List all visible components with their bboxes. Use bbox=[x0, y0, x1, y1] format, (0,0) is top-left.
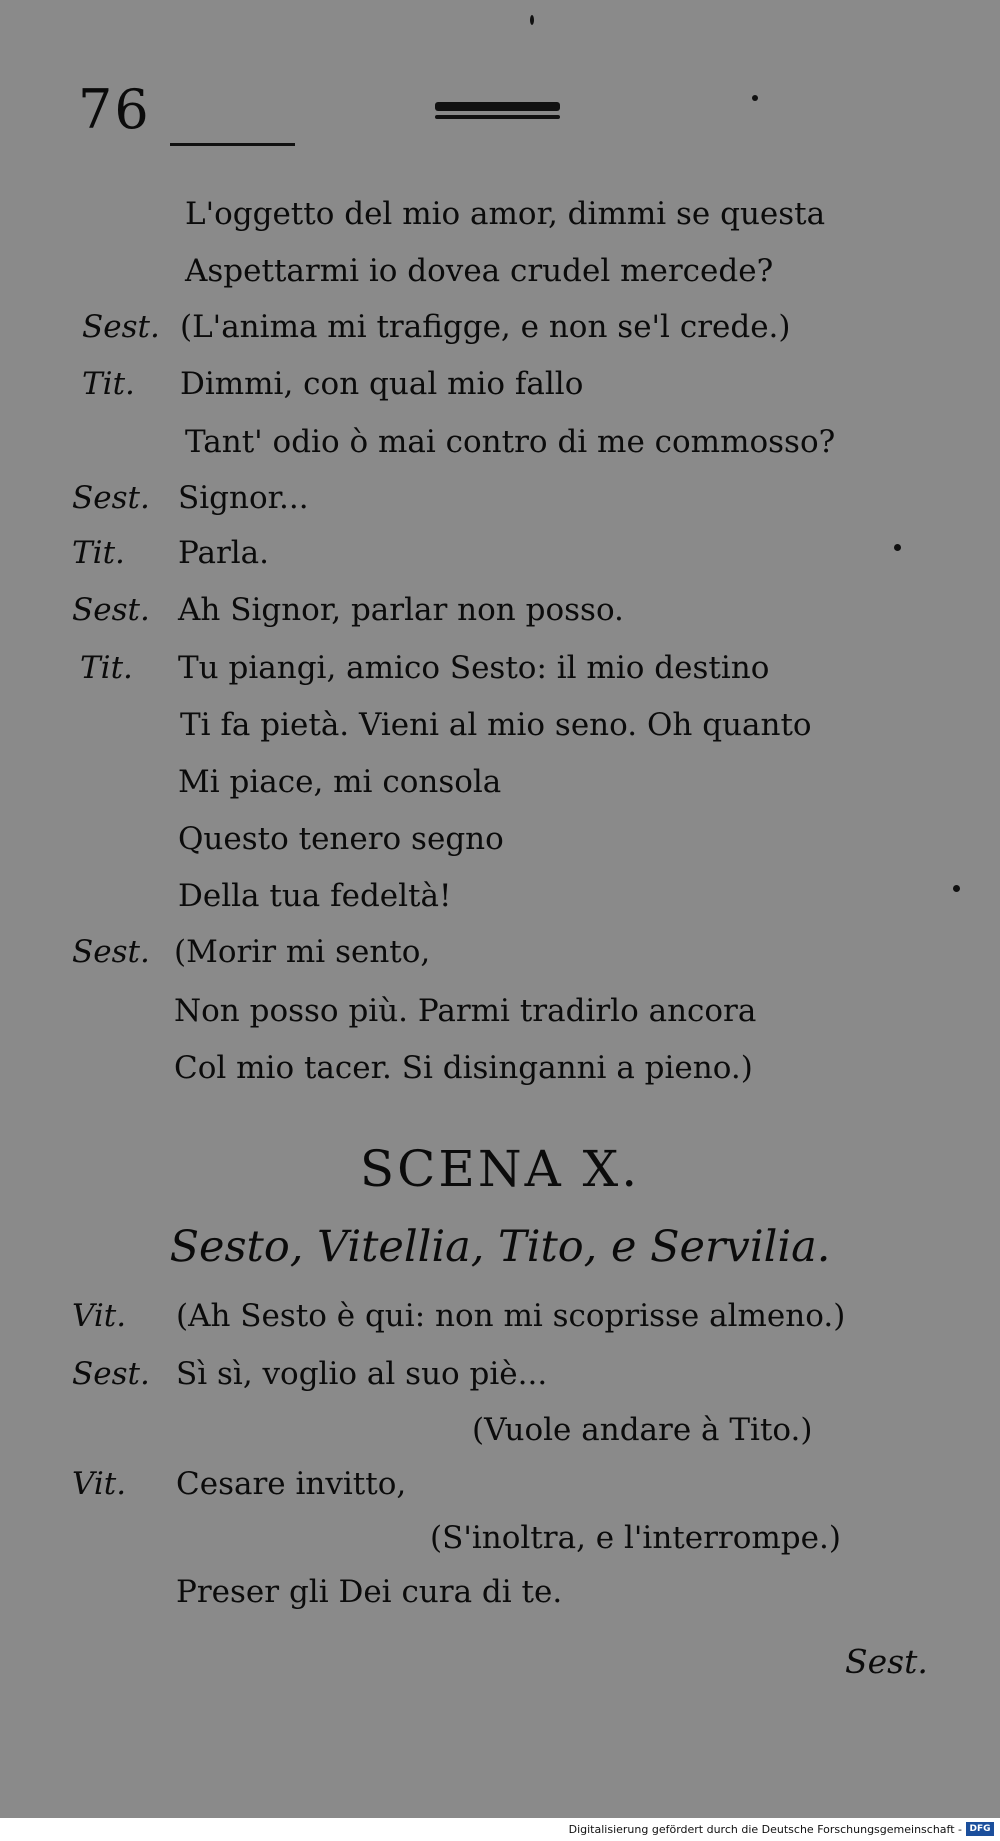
footer-credit: Digitalisierung gefördert durch die Deutsche Forschungsgemeinschaft - bbox=[568, 1823, 962, 1836]
verse-line: (L'anima mi trafigge, e non se'l crede.) bbox=[180, 309, 791, 345]
speaker-label: Tit. bbox=[80, 650, 133, 686]
speaker-label: Tit. bbox=[72, 535, 125, 571]
speaker-label: Sest. bbox=[72, 592, 150, 628]
speaker-label: Vit. bbox=[72, 1298, 127, 1334]
verse-line: L'oggetto del mio amor, dimmi se questa bbox=[185, 196, 826, 232]
scene-characters: Sesto, Vitellia, Tito, e Servilia. bbox=[169, 1222, 831, 1272]
scene-title: SCENA X. bbox=[359, 1140, 641, 1198]
verse-line: Ti fa pietà. Vieni al mio seno. Oh quanto bbox=[180, 707, 812, 743]
speaker-label: Sest. bbox=[72, 480, 150, 516]
verse-line: Col mio tacer. Si disinganni a pieno.) bbox=[174, 1050, 753, 1086]
verse-line: Tu piangi, amico Sesto: il mio destino bbox=[178, 650, 770, 686]
verse-line: Preser gli Dei cura di te. bbox=[176, 1574, 563, 1610]
stage-direction: (S'inoltra, e l'interrompe.) bbox=[430, 1520, 841, 1556]
verse-line: Non posso più. Parmi tradirlo ancora bbox=[174, 993, 757, 1029]
header-rule-thin bbox=[435, 115, 560, 119]
dfg-logo: DFG bbox=[966, 1822, 994, 1836]
ink-speck bbox=[530, 15, 534, 25]
verse-line: Sì sì, voglio al suo piè... bbox=[176, 1356, 548, 1392]
verse-line: Signor... bbox=[178, 480, 309, 516]
verse-line: Tant' odio ò mai contro di me commosso? bbox=[185, 424, 836, 460]
verse-line: Mi piace, mi consola bbox=[178, 764, 502, 800]
verse-line: (Morir mi sento, bbox=[174, 934, 431, 970]
stage-direction: (Vuole andare à Tito.) bbox=[472, 1412, 813, 1448]
ink-speck bbox=[894, 544, 901, 551]
header-dash bbox=[170, 143, 295, 146]
ink-speck bbox=[752, 95, 758, 101]
digitization-footer bbox=[0, 1818, 1000, 1841]
speaker-label: Tit. bbox=[82, 366, 135, 402]
verse-line: Della tua fedeltà! bbox=[178, 878, 452, 914]
verse-line: (Ah Sesto è qui: non mi scoprisse almeno.) bbox=[176, 1298, 846, 1334]
speaker-label: Sest. bbox=[82, 309, 160, 345]
catchword: Sest. bbox=[845, 1642, 928, 1681]
verse-line: Ah Signor, parlar non posso. bbox=[178, 592, 624, 628]
speaker-label: Sest. bbox=[72, 934, 150, 970]
header-rule bbox=[435, 102, 560, 111]
ink-speck bbox=[953, 885, 960, 892]
verse-line: Questo tenero segno bbox=[178, 821, 504, 857]
speaker-label: Sest. bbox=[72, 1356, 150, 1392]
page-number: 76 bbox=[78, 78, 151, 141]
verse-line: Parla. bbox=[178, 535, 270, 571]
verse-line: Cesare invitto, bbox=[176, 1466, 407, 1502]
speaker-label: Vit. bbox=[72, 1466, 127, 1502]
verse-line: Aspettarmi io dovea crudel mercede? bbox=[185, 253, 774, 289]
verse-line: Dimmi, con qual mio fallo bbox=[180, 366, 584, 402]
